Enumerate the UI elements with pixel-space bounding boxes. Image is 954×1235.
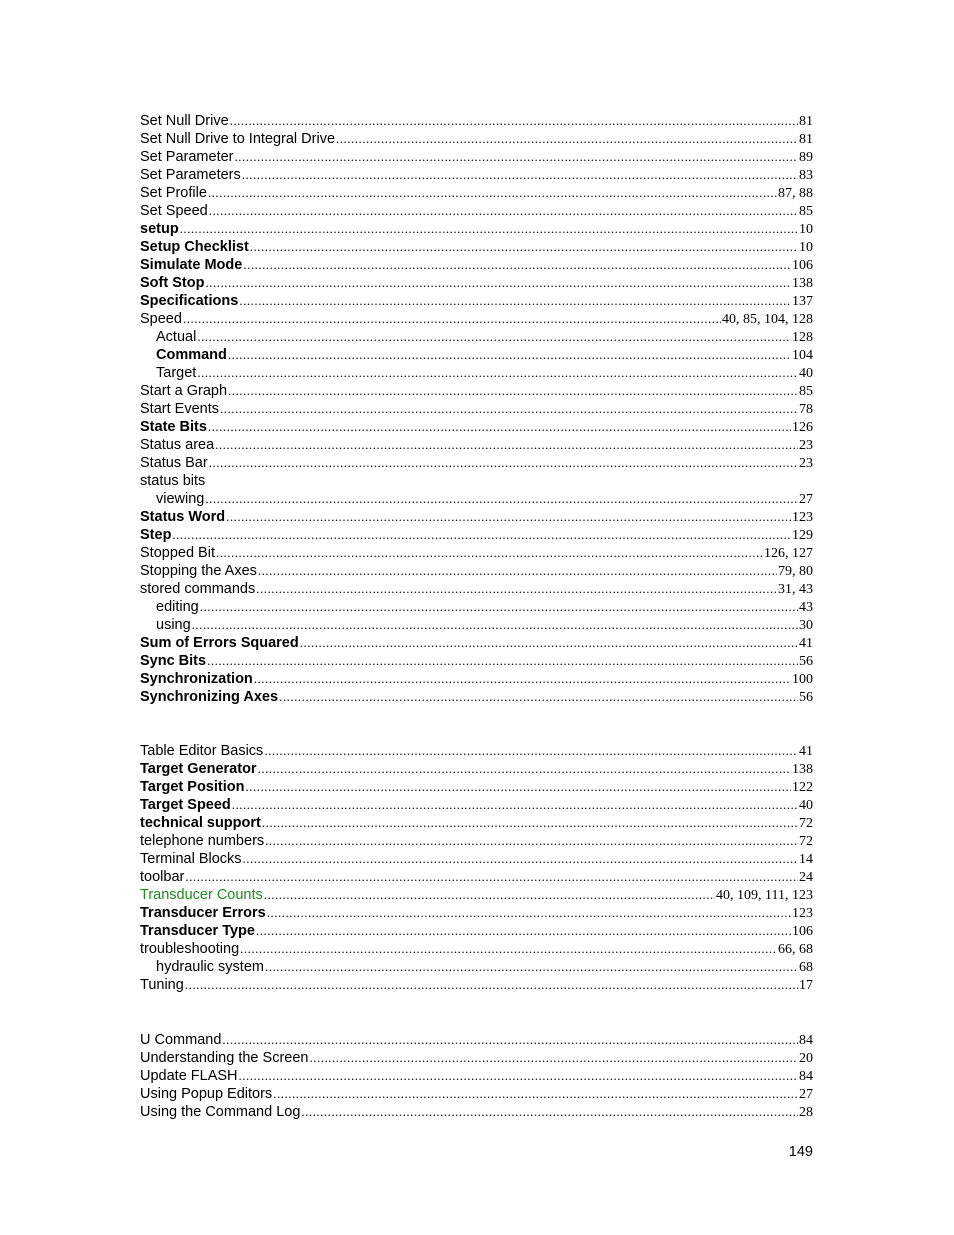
index-page-refs: 104 (792, 348, 813, 363)
index-page-refs: 31, 43 (778, 582, 813, 597)
index-page-refs: 27 (799, 1087, 813, 1102)
index-entry (140, 1103, 813, 1121)
index-page-refs: 129 (792, 528, 813, 543)
index-entry (140, 634, 813, 652)
index-page-refs: 79, 80 (778, 564, 813, 579)
index-subentry (140, 958, 813, 976)
index-page-refs: 66, 68 (778, 942, 813, 957)
dot-leader (243, 850, 798, 868)
index-term: technical support (140, 815, 261, 831)
dot-leader (245, 778, 791, 796)
index-entry (140, 814, 813, 832)
index-entry (140, 148, 813, 166)
dot-leader (279, 688, 798, 706)
index-term: Step (140, 527, 172, 543)
index-page-refs: 41 (799, 636, 813, 651)
index-page-refs: 85 (799, 204, 813, 219)
dot-leader (209, 202, 798, 220)
index-entry (140, 220, 813, 238)
index-term: Stopping the Axes (140, 563, 257, 579)
index-entry (140, 1085, 813, 1103)
dot-leader (205, 274, 791, 292)
dot-leader (208, 418, 791, 436)
index-term: telephone numbers (140, 833, 265, 849)
index-page-refs: 41 (799, 744, 813, 759)
index-entry (140, 166, 813, 184)
index-entry (140, 526, 813, 544)
dot-leader (254, 670, 791, 688)
index-page-refs: 87, 88 (778, 186, 813, 201)
dot-leader (265, 958, 798, 976)
index-term: using (156, 617, 191, 633)
index-term: Set Parameter (140, 149, 234, 165)
index-subentry (140, 328, 813, 346)
index-entry (140, 274, 813, 292)
index-entry (140, 904, 813, 922)
index-entry (140, 436, 813, 454)
dot-leader (220, 400, 798, 418)
dot-leader (208, 184, 777, 202)
dot-leader (205, 490, 798, 508)
index-entry (140, 868, 813, 886)
dot-leader (336, 130, 798, 148)
index-group-s (140, 112, 813, 706)
index-term: Actual (156, 329, 197, 345)
index-entry (140, 580, 813, 598)
index-term: Status Bar (140, 455, 208, 471)
index-term: setup (140, 221, 179, 237)
index-term: Update FLASH (140, 1068, 238, 1084)
index-page-refs: 106 (792, 258, 813, 273)
index-term: Set Speed (140, 203, 208, 219)
dot-leader (264, 742, 798, 760)
index-page-refs: 137 (792, 294, 813, 309)
index-page-refs: 81 (799, 114, 813, 129)
index-group-u (140, 1031, 813, 1121)
index-page-refs: 23 (799, 456, 813, 471)
index-term: viewing (156, 491, 205, 507)
index-term: editing (156, 599, 199, 615)
index-page-refs: 56 (799, 654, 813, 669)
dot-leader (215, 436, 798, 454)
index-page-refs: 28 (799, 1105, 813, 1120)
dot-leader (242, 166, 798, 184)
dot-leader (265, 832, 798, 850)
index-term: Set Profile (140, 185, 207, 201)
index-page-refs: 123 (792, 510, 813, 525)
dot-leader (228, 382, 798, 400)
index-page-refs: 24 (799, 870, 813, 885)
index-page-refs: 14 (799, 852, 813, 867)
index-page-refs: 138 (792, 276, 813, 291)
index-term: Synchronizing Axes (140, 689, 279, 705)
index-term[interactable]: Transducer Counts (140, 887, 263, 903)
dot-leader (239, 292, 791, 310)
index-term: hydraulic system (156, 959, 264, 975)
dot-leader (239, 1067, 798, 1085)
index-term: Target Position (140, 779, 245, 795)
index-entry (140, 544, 813, 562)
dot-leader (267, 904, 791, 922)
index-page-refs: 85 (799, 384, 813, 399)
index-subentry (140, 364, 813, 382)
dot-leader (256, 922, 791, 940)
dot-leader (232, 796, 798, 814)
index-term: Set Parameters (140, 167, 241, 183)
index-entry (140, 796, 813, 814)
index-term: Speed (140, 311, 182, 327)
dot-leader (197, 328, 791, 346)
index-entry (140, 202, 813, 220)
index-page-refs: 43 (799, 600, 813, 615)
index-entry (140, 940, 813, 958)
dot-leader (258, 562, 777, 580)
index-entry (140, 652, 813, 670)
index-term: Setup Checklist (140, 239, 249, 255)
dot-leader (228, 346, 791, 364)
index-entry (140, 976, 813, 994)
index-entry (140, 130, 813, 148)
index-subentry (140, 490, 813, 508)
index-page-refs: 10 (799, 240, 813, 255)
index-page-refs: 20 (799, 1051, 813, 1066)
index-entry (140, 508, 813, 526)
index-entry (140, 1049, 813, 1067)
index-term: Command (156, 347, 227, 363)
index-page-refs: 84 (799, 1033, 813, 1048)
index-page-refs: 84 (799, 1069, 813, 1084)
index-page-refs: 30 (799, 618, 813, 633)
index-page-refs: 81 (799, 132, 813, 147)
dot-leader (273, 1085, 798, 1103)
index-subentry (140, 616, 813, 634)
index-term: Using Popup Editors (140, 1086, 273, 1102)
dot-leader (300, 634, 798, 652)
index-entry (140, 1067, 813, 1085)
index-page-refs: 126, 127 (764, 546, 813, 561)
dot-leader (226, 508, 791, 526)
index-page-refs: 106 (792, 924, 813, 939)
index-page-refs: 23 (799, 438, 813, 453)
index-page-refs: 40, 109, 111, 123 (716, 888, 813, 903)
index-term: troubleshooting (140, 941, 240, 957)
index-entry (140, 562, 813, 580)
index-term: Set Null Drive to Integral Drive (140, 131, 336, 147)
index-entry (140, 760, 813, 778)
dot-leader (183, 310, 721, 328)
index-entry (140, 850, 813, 868)
index-term: State Bits (140, 419, 207, 435)
index-term: Using the Command Log (140, 1104, 301, 1120)
dot-leader (207, 652, 798, 670)
index-entry (140, 310, 813, 328)
index-term: Start a Graph (140, 383, 228, 399)
dot-leader (185, 868, 798, 886)
index-entry (140, 382, 813, 400)
index-entry (140, 292, 813, 310)
index-term: Target (156, 365, 197, 381)
index-page-refs: 78 (799, 402, 813, 417)
index-term: Target Generator (140, 761, 257, 777)
index-page-refs: 17 (799, 978, 813, 993)
index-entry (140, 112, 813, 130)
index-page-refs: 40 (799, 798, 813, 813)
dot-leader (240, 940, 777, 958)
index-page-refs: 68 (799, 960, 813, 975)
dot-leader (180, 220, 798, 238)
dot-leader (301, 1103, 798, 1121)
index-term: toolbar (140, 869, 185, 885)
index-term: Target Speed (140, 797, 231, 813)
index-entry (140, 688, 813, 706)
dot-leader (264, 886, 715, 904)
index-term: stored commands (140, 581, 256, 597)
index-term: Sum of Errors Squared (140, 635, 299, 651)
index-entry (140, 832, 813, 850)
index-term: Synchronization (140, 671, 253, 687)
index-page-refs: 56 (799, 690, 813, 705)
index-page-refs: 83 (799, 168, 813, 183)
dot-leader (250, 238, 798, 256)
index-term: Transducer Type (140, 923, 255, 939)
index-term: Sync Bits (140, 653, 207, 669)
dot-leader (235, 148, 799, 166)
index-entry (140, 1031, 813, 1049)
dot-leader (216, 544, 763, 562)
index-term: Simulate Mode (140, 257, 243, 273)
index-page-refs: 40 (799, 366, 813, 381)
index-term: Status Word (140, 509, 226, 525)
dot-leader (230, 112, 798, 130)
index-term: Table Editor Basics (140, 743, 264, 759)
index-page-refs: 126 (792, 420, 813, 435)
index-term: Specifications (140, 293, 239, 309)
dot-leader (258, 760, 791, 778)
index-entry (140, 454, 813, 472)
dot-leader (185, 976, 798, 994)
index-term: Tuning (140, 977, 184, 993)
index-term: status bits (140, 473, 206, 489)
index-page-refs: 89 (799, 150, 813, 165)
index-page-refs: 123 (792, 906, 813, 921)
dot-leader (209, 454, 798, 472)
index-term: Status area (140, 437, 215, 453)
index-term: U Command (140, 1032, 222, 1048)
dot-leader (243, 256, 791, 274)
index-term: Understanding the Screen (140, 1050, 309, 1066)
index-entry (140, 184, 813, 202)
index-entry (140, 670, 813, 688)
dot-leader (262, 814, 798, 832)
index-page-refs: 138 (792, 762, 813, 777)
dot-leader (256, 580, 777, 598)
index-term: Set Null Drive (140, 113, 229, 129)
index-page-refs: 122 (792, 780, 813, 795)
index-entry (140, 742, 813, 760)
index-group-t (140, 742, 813, 994)
index-page-refs: 27 (799, 492, 813, 507)
index-subentry (140, 346, 813, 364)
index-page-refs: 10 (799, 222, 813, 237)
index-page-refs: 72 (799, 816, 813, 831)
index-entry (140, 778, 813, 796)
index-entry (140, 886, 813, 904)
index-term: Stopped Bit (140, 545, 215, 561)
index-page-refs: 128 (792, 330, 813, 345)
index-page-refs: 40, 85, 104, 128 (722, 312, 813, 327)
index-entry (140, 238, 813, 256)
dot-leader (200, 598, 798, 616)
index-subentry (140, 598, 813, 616)
index-term: Terminal Blocks (140, 851, 242, 867)
dot-leader (222, 1031, 798, 1049)
dot-leader (197, 364, 798, 382)
dot-leader (172, 526, 791, 544)
index-term: Start Events (140, 401, 219, 417)
page-number: 149 (788, 1144, 813, 1160)
index-entry (140, 400, 813, 418)
index-term: Transducer Errors (140, 905, 266, 921)
index-entry (140, 922, 813, 940)
dot-leader (192, 616, 798, 634)
index-entry (140, 472, 813, 490)
index-page-refs: 72 (799, 834, 813, 849)
index-term: Soft Stop (140, 275, 205, 291)
index-entry (140, 256, 813, 274)
index-page-refs: 100 (792, 672, 813, 687)
dot-leader (309, 1049, 798, 1067)
index-entry (140, 418, 813, 436)
